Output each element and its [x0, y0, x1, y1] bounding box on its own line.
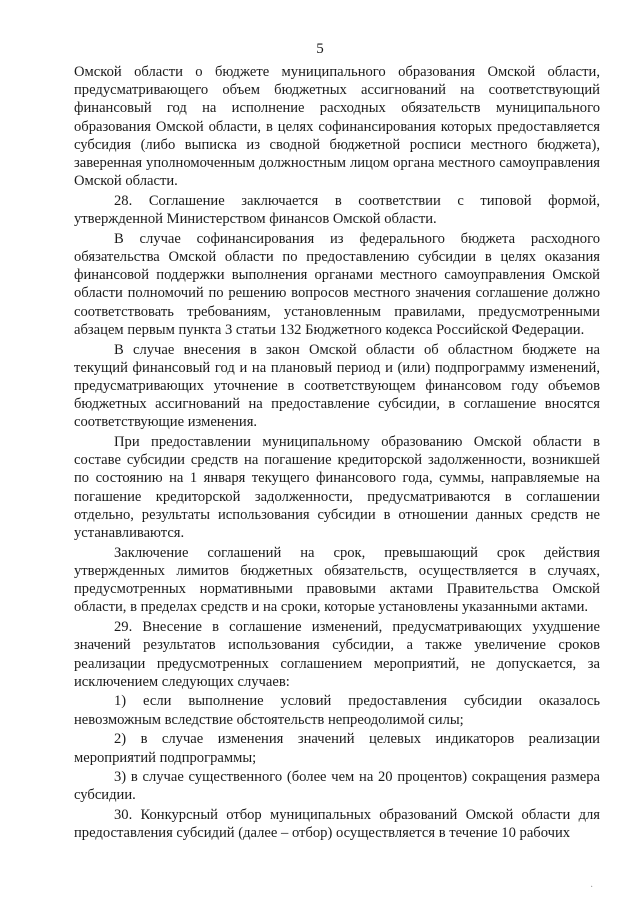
paragraph-creditor-debt: При предоставлении муниципальному образованию Омской области в составе субсидии средств на погашение кредиторской задолженности, возникшей по состоянию на 1 января текущего финансового года, суммы, направляемые на погашение кредиторской задолженности, предусматриваются в соглашении отдельно, результаты использования субсидии в отношении данных средств не устанавливаются.	[74, 434, 600, 542]
paragraph-federal-cofinancing: В случае софинансирования из федерального бюджета расходного обязательства Омской области по предоставлению субсидии в целях оказания финансовой поддержки выполнения органами местного самоуправления Омской области полномочий по решению вопросов местного значения соглашение должно соответствовать требованиям, установленным правилами, предусмотренными абзацем первым пункта 3 статьи 132 Бюджетного кодекса Российской Федерации.	[74, 230, 600, 338]
list-item-3: 3) в случае существенного (более чем на 20 процентов) сокращения размера субсидии.	[74, 769, 600, 804]
list-item-2: 2) в случае изменения значений целевых индикаторов реализации мероприятий подпрограммы;	[74, 731, 600, 766]
paragraph-clause-29: 29. Внесение в соглашение изменений, предусматривающих ухудшение значений результатов использования субсидии, а также увеличение сроков реализации предусмотренных соглашением мероприятий, не допускается, за исключением следующих случаев:	[74, 619, 600, 690]
paragraph-budget-law-changes: В случае внесения в закон Омской области об областном бюджете на текущий финансовый год и на плановый период и (или) подпрограмму изменений, предусматривающих уточнение в соответствующем финансовом году объемов бюджетных ассигнований на предоставление субсидии, в соглашение вносятся соответствующие изменения.	[74, 341, 600, 431]
scan-speck: ·	[590, 882, 594, 893]
paragraph-agreement-term: Заключение соглашений на срок, превышающий срок действия утвержденных лимитов бюджетных обязательств, осуществляется в случаях, предусмотренных нормативными правовыми актами Правительства Омской области, в пределах средств и на сроки, которые установлены указанными актами.	[74, 544, 600, 616]
paragraph-continuation: Омской области о бюджете муниципального образования Омской области, предусматривающего объем бюджетных ассигнований на соответствующий финансовый год на исполнение расходных обязательств муниципального образования Омской области, в целях софинансирования которых предоставляется субсидия (либо выписка из сводной бюджетной росписи местного бюджета), заверенная уполномоченным должностным лицом органа местного самоуправления Омской области.	[74, 64, 600, 190]
paragraph-clause-28: 28. Соглашение заключается в соответствии с типовой формой, утвержденной Министерством финансов Омской области.	[74, 192, 600, 228]
page-number: 5	[316, 41, 324, 57]
document-body	[74, 63, 600, 844]
paragraph-clause-30: 30. Конкурсный отбор муниципальных образований Омской области для предоставления субсидий (далее – отбор) осуществляется в течение 10 рабочих	[74, 807, 600, 842]
list-item-1: 1) если выполнение условий предоставления субсидии оказалось невозможным вследствие обстоятельств непреодолимой силы;	[74, 693, 600, 728]
